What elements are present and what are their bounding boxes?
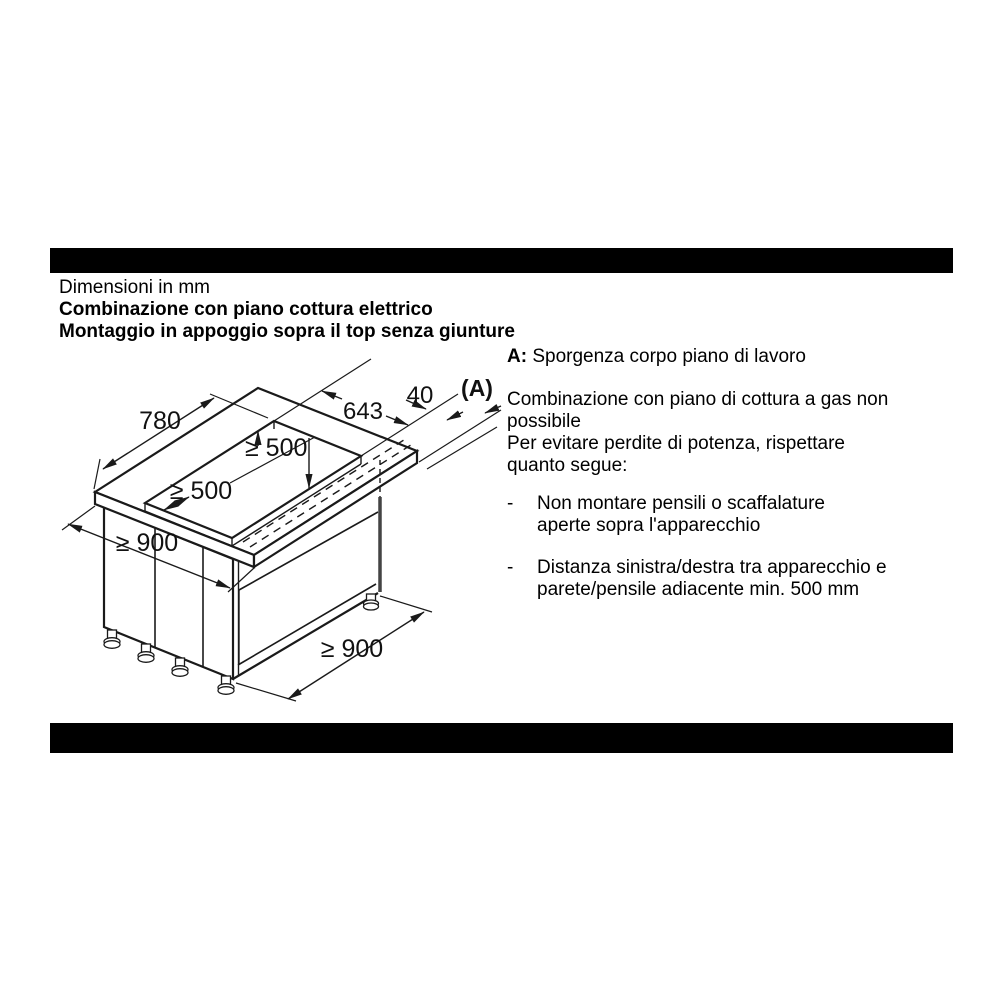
cabinet-foot <box>364 594 379 610</box>
bullet-1-line-1: Non montare pensili o scaffalature <box>537 493 825 514</box>
dim-500-depth-label: ≥ 500 <box>245 434 308 462</box>
note-a-text: Sporgenza corpo piano di lavoro <box>532 346 806 367</box>
bullet-2-line-1: Distanza sinistra/destra tra apparecchio e <box>537 557 887 578</box>
bullet-1-line-2: aperte sopra l'apparecchio <box>537 515 761 536</box>
ext-line-900b-right <box>380 596 432 612</box>
ext-line-780-left <box>94 459 100 489</box>
dim-900-depth-label: ≥ 900 <box>115 529 179 557</box>
notes-column <box>507 346 959 621</box>
dim-500-clearance-label: ≥ 500 <box>169 477 233 505</box>
dim-643-label: 643 <box>342 398 384 425</box>
bullet-2-line-2: parete/pensile adiacente min. 500 mm <box>537 579 860 600</box>
section-title-line2: Montaggio in appoggio sopra il top senza giunture <box>59 321 515 342</box>
note-a <box>507 346 959 368</box>
para-gas-line2: possibile <box>507 411 581 432</box>
ext-line-900b-left <box>236 683 296 701</box>
section-title-line1: Combinazione con piano cottura elettrico <box>59 299 433 320</box>
para-power-line1: Per evitare perdite di potenza, rispettare <box>507 433 845 454</box>
note-a-label: A: <box>507 346 528 367</box>
bullet-marker: - <box>507 493 514 514</box>
para-gas-line1: Combinazione con piano di cottura a gas non <box>507 389 889 410</box>
overhang-label-A <box>461 375 501 413</box>
ext-line-900l-upper <box>62 506 95 530</box>
dimension-900-width <box>288 612 424 699</box>
list-item <box>507 493 959 537</box>
dim-780-label: 780 <box>139 407 181 435</box>
ext-line-cabinet-plane <box>427 427 497 469</box>
dim-643-line-left <box>322 391 342 399</box>
dim-40-arrow-right <box>447 412 463 420</box>
overhang-A-label: (A) <box>461 375 493 401</box>
dim-40-label: 40 <box>406 382 434 409</box>
dimensions-note: Dimensioni in mm <box>59 277 210 298</box>
bullet-text <box>537 557 959 601</box>
dim-900-width-label: ≥ 900 <box>320 635 384 663</box>
bottom-divider-bar <box>50 723 953 753</box>
note-paragraphs <box>507 389 959 477</box>
notes-bullet-list <box>507 493 959 601</box>
bullet-text <box>537 493 959 537</box>
para-power-line2: quanto segue: <box>507 455 628 476</box>
ext-line-worktop-edge <box>419 410 501 462</box>
bullet-marker: - <box>507 557 514 578</box>
dimension-40 <box>406 382 463 420</box>
dim-643-line-right <box>386 416 408 425</box>
list-item <box>507 557 959 601</box>
